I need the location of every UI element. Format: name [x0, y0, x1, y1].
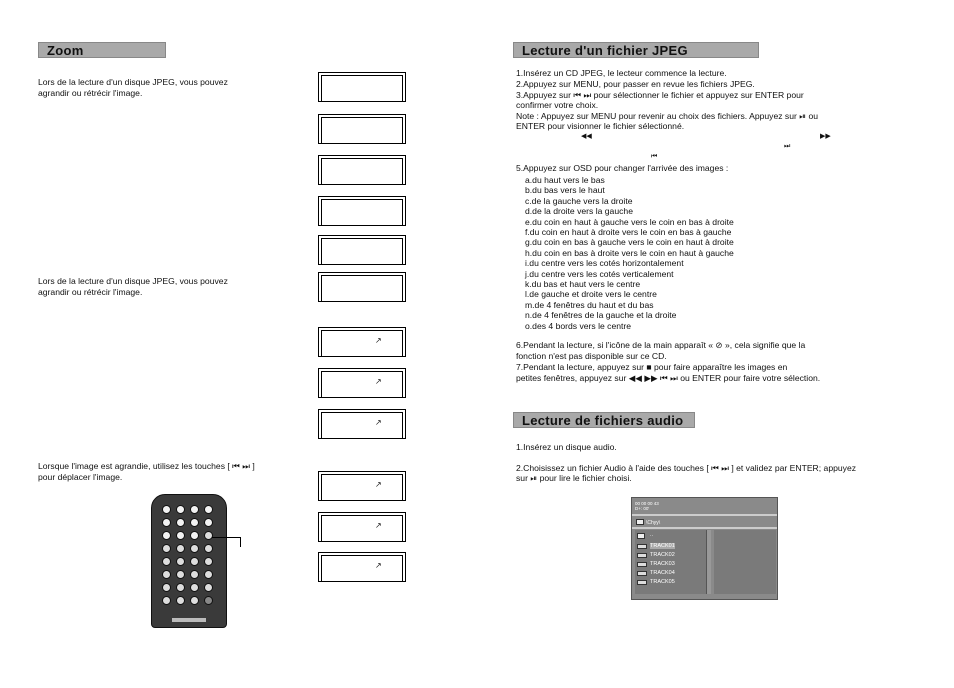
jpeg-step-7-line-1: 7.Pendant la lecture, appuyez sur ■ pour faire apparaître les images en: [516, 362, 788, 372]
transition-item: f.du coin en haut à droite vers le coin en bas à gauche: [525, 227, 732, 238]
zoom-frame-7: [318, 327, 406, 357]
jpeg-step-1: 1.Insérez un CD JPEG, le lecteur commence la lecture.: [516, 68, 727, 78]
zoom-frame-8: [318, 368, 406, 398]
transition-list: [525, 175, 734, 331]
cursor-icon: ↗: [375, 336, 382, 345]
audio-title: Lecture de fichiers audio: [513, 412, 695, 428]
zoom-frame-12: [318, 552, 406, 582]
cursor-icon: ↗: [375, 521, 382, 530]
cursor-icon: ↗: [375, 377, 382, 386]
audio-file-icon: [637, 544, 647, 549]
zoom-frame-3: [318, 155, 406, 185]
zoom-paragraph-3-line-1: Lorsque l'image est agrandie, utilisez les touches [ ⏮ ⏭ ]: [38, 461, 255, 471]
audio-file-icon: [637, 562, 647, 567]
audio-file-browser-screen: [631, 497, 778, 600]
zoom-frame-4: [318, 196, 406, 226]
transition-item: a.du haut vers le bas: [525, 175, 605, 185]
callout-line: [240, 537, 241, 547]
callout-line: [212, 537, 240, 538]
jpeg-step-6-line-1: 6.Pendant la lecture, si l'icône de la main apparaît « ⊘ », cela signifie que la: [516, 340, 806, 350]
transition-item: b.du bas vers le haut: [525, 185, 605, 196]
audio-file-icon: [637, 553, 647, 558]
transition-item: h.du coin en bas à droite vers le coin en haut à gauche: [525, 247, 734, 258]
zoom-frame-10: [318, 471, 406, 501]
next-icon: ⏭: [784, 143, 791, 150]
transition-item: n.de 4 fenêtres de la gauche et la droite: [525, 310, 677, 321]
zoom-title: Zoom: [38, 42, 166, 58]
remote-control-illustration: [151, 494, 227, 628]
cursor-icon: ↗: [375, 561, 382, 570]
jpeg-step-7-line-2: petites fenêtres, appuyez sur ◀◀ ▶▶ ⏮ ⏭ ou ENTER pour faire votre sélection.: [516, 373, 821, 383]
audio-file-icon: [637, 580, 647, 585]
zoom-paragraph-2-line-2: agrandir ou rétrécir l'image.: [38, 287, 143, 297]
zoom-frame-2: [318, 114, 406, 144]
zoom-paragraph-1-line-1: Lors de la lecture d'un disque JPEG, vous pouvez: [38, 77, 228, 87]
osd-track-item[interactable]: TRACK01: [650, 543, 675, 549]
transition-item: o.des 4 bords vers le centre: [525, 320, 632, 331]
audio-step-2-line-1: 2.Choisissez un fichier Audio à l'aide des touches [ ⏮ ⏭ ] et validez par ENTER; appuyez: [516, 463, 857, 473]
zoom-paragraph-3-line-2: pour déplacer l'image.: [38, 472, 123, 482]
zoom-frame-1: [318, 72, 406, 102]
zoom-frame-9: [318, 409, 406, 439]
transition-item: d.de la droite vers la gauche: [525, 206, 633, 217]
osd-time-line-1: 00 00 00 43: [635, 501, 659, 506]
zoom-frame-5: [318, 235, 406, 265]
osd-track-item[interactable]: TRACK04: [650, 570, 675, 576]
jpeg-note-line-2: ENTER pour visionner le fichier sélectionné.: [516, 121, 685, 131]
transition-item: c.de la gauche vers la droite: [525, 195, 633, 206]
rewind-icon: ◀◀: [581, 133, 592, 140]
jpeg-step-2: 2.Appuyez sur MENU, pour passer en revue les fichiers JPEG.: [516, 79, 755, 89]
transition-item: k.du bas et haut vers le centre: [525, 279, 641, 290]
osd-track-item[interactable]: TRACK03: [650, 561, 675, 567]
jpeg-step-3: 3.Appuyez sur ⏮ ⏭ pour sélectionner le fichier et appuyez sur ENTER pour: [516, 90, 804, 100]
jpeg-step-3-cont: confirmer votre choix.: [516, 100, 599, 110]
transition-item: e.du coin en haut à gauche vers le coin en bas à droite: [525, 216, 734, 227]
folder-icon: [636, 519, 644, 525]
osd-track-item[interactable]: TRACK02: [650, 552, 675, 558]
jpeg-title: Lecture d'un fichier JPEG: [513, 42, 759, 58]
transition-item: g.du coin en bas à gauche vers le coin en haut à droite: [525, 237, 734, 248]
osd-path: \Chyy\: [646, 520, 661, 526]
osd-track-item[interactable]: TRACK05: [650, 579, 675, 585]
transition-item: i.du centre vers les cotés horizontalement: [525, 258, 684, 269]
transition-item: m.de 4 fenêtres du haut et du bas: [525, 299, 654, 310]
audio-step-2-line-2: sur ⏯ pour lire le fichier choisi.: [516, 473, 632, 483]
audio-file-icon: [637, 571, 647, 576]
cursor-icon: ↗: [375, 480, 382, 489]
osd-time-line-2: D+: 00': [635, 506, 650, 511]
transition-item: j.du centre vers les cotés verticalement: [525, 268, 674, 279]
forward-icon: ▶▶: [820, 133, 831, 140]
cursor-icon: ↗: [375, 418, 382, 427]
previous-icon: ⏮: [651, 153, 658, 160]
zoom-frame-6: [318, 272, 406, 302]
jpeg-note-line-1: Note : Appuyez sur MENU pour revenir au choix des fichiers. Appuyez sur ⏯ ou: [516, 111, 819, 121]
osd-parent-folder[interactable]: ..: [650, 532, 654, 538]
jpeg-step-6-line-2: fonction n'est pas disponible sur ce CD.: [516, 351, 667, 361]
audio-step-1: 1.Insérez un disque audio.: [516, 442, 617, 452]
parent-folder-icon: [637, 533, 645, 539]
zoom-paragraph-2-line-1: Lors de la lecture d'un disque JPEG, vous pouvez: [38, 276, 228, 286]
zoom-frame-11: [318, 512, 406, 542]
transition-item: l.de gauche et droite vers le centre: [525, 289, 657, 300]
osd-preview-panel: [714, 530, 776, 594]
jpeg-step-5: 5.Appuyez sur OSD pour changer l'arrivée des images :: [516, 163, 729, 173]
osd-scrollbar[interactable]: [706, 530, 711, 594]
zoom-paragraph-1-line-2: agrandir ou rétrécir l'image.: [38, 88, 143, 98]
